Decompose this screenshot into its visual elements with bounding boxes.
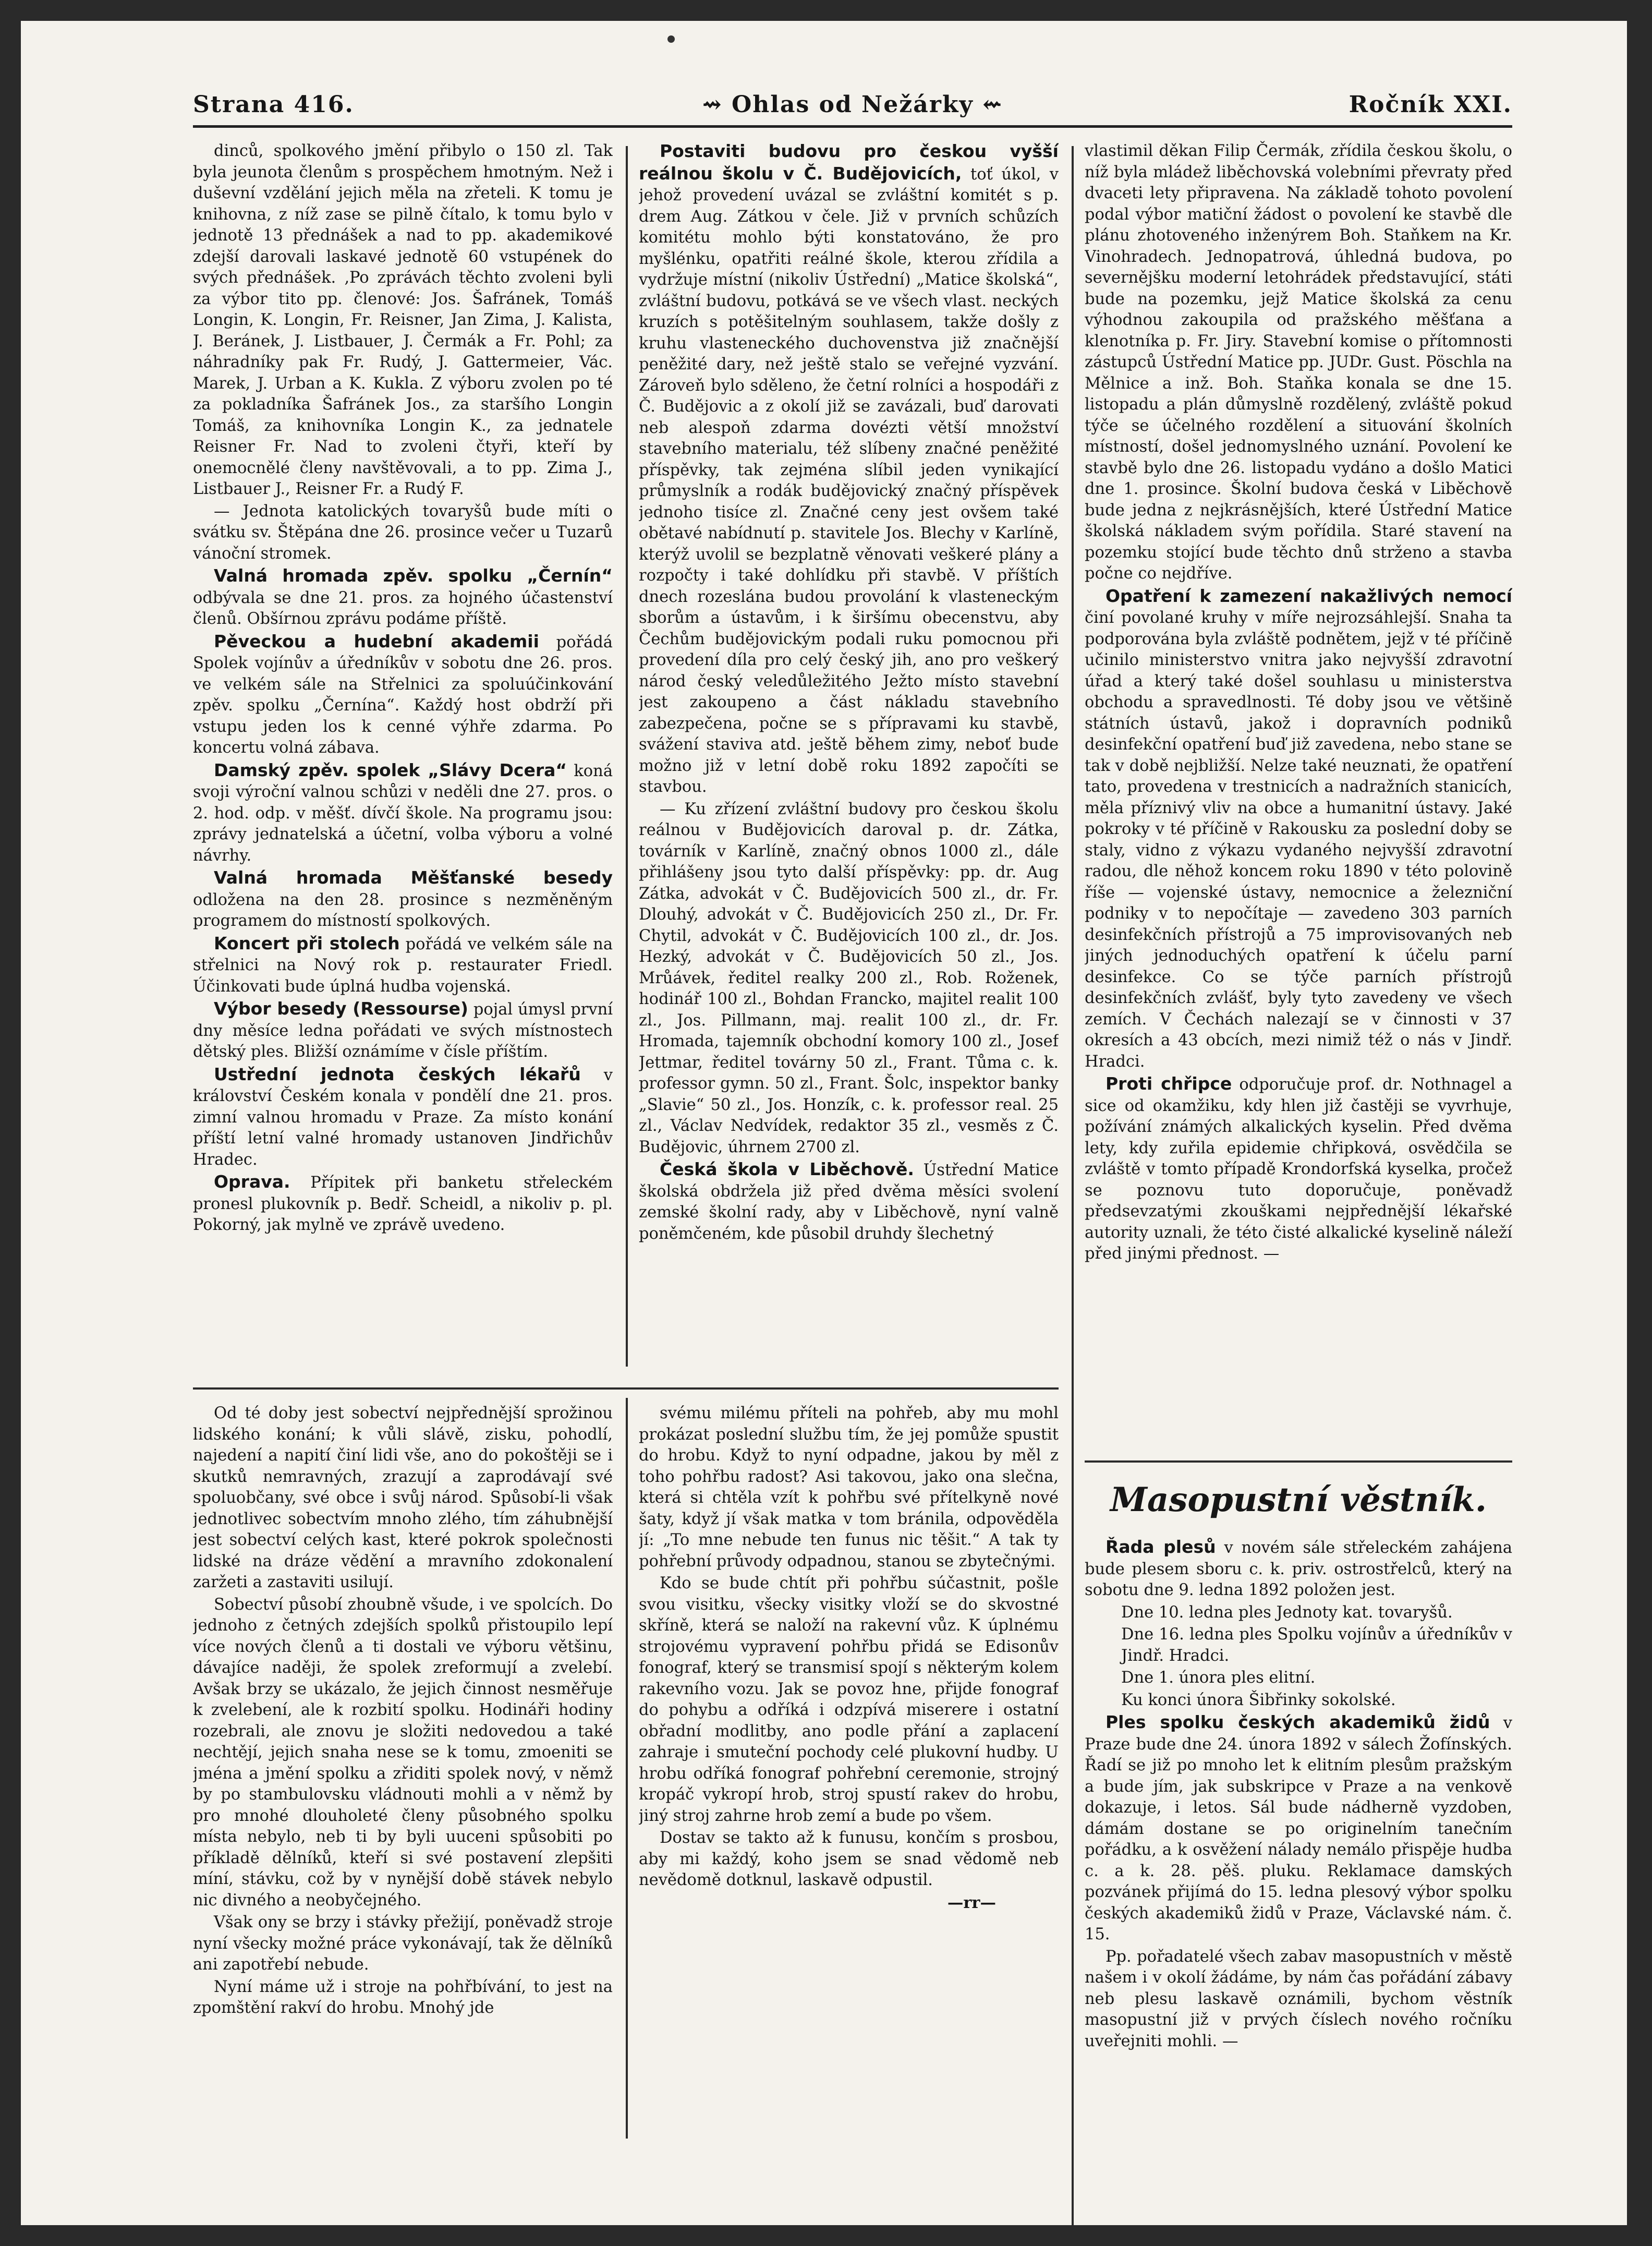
article-text: — Ku zřízení zvláštní budovy pro českou školu reálnou v Budějovicích daroval p. dr. Zátka, továrník v Karlíně, značný obnos 1000 zl., dále přihlášeny jsou tyto další příspěvky: pp. dr. Aug Zátka, advokát v Č. Budějovicích 500 zl., dr. Fr. Dlouhý, advokát v Č. Budějovicích 250 zl., Dr. Fr. Chytil, advokát v Č. Budějovicích 100 zl., dr. Jos. Hezký, advokát v Č. Budějovicích 50 zl., Jos. Mrůávek, ředitel realky 200 zl., Rob. Roženek, hodinář 100 zl., Bohdan Francko, majitel realit 100 zl., Jos. Pillmann, maj. realit 100 zl., dr. Fr. Hromada, tajemník obchodní komory 100 zl., Josef Jettmar, ředitel továrny 50 zl., Frant. Tůma c. k. professor gymn. 50 zl., Frant. Šolc, inspektor banky „Slavie“ 50 zl., Jos. Honzík, c. k. professor real. 25 zl., Václav Nedvídek, redaktor 35 zl., vesměs z Č. Budějovic, úhrnem 2700 zl. — [639, 800, 1059, 1156]
column-1-top — [193, 141, 613, 1367]
article-text: Dne 1. února ples elitní. — [1121, 1669, 1316, 1687]
article-paragraph — [1085, 1537, 1512, 1601]
masthead-title: ⇝ Ohlas od Nežárky ⇜ — [702, 91, 1003, 118]
article-headline: Valná hromada zpěv. spolku „Černín“ — [214, 565, 613, 586]
article-paragraph — [1085, 1712, 1512, 1946]
article-headline: Ustřední jednota českých lékařů — [214, 1064, 581, 1084]
article-headline: Postaviti budovu pro českou vyšší reálnou školu v Č. Budějovicích, — [639, 141, 1059, 184]
article-text: Dne 10. ledna ples Jednoty kat. tovaryšů. — [1121, 1603, 1453, 1622]
paragraph: Od té doby jest sobectví nejpřednější sprožinou lidského konání; k vůli slávě, zisku, pohodlí, najedení a napití činí lidi vše, ano do pokoštěji se i skutků nemravných, zrazují a zaprodávají své spoluobčany, své obce i svůj národ. Spůsobí-li však jednotlivec sobectvím mnoho zlého, tím záhubnější jest sobectví celých kast, které pokrok společnosti lidské na dráze vědění a mravního zdokonalení zaržeti a zastaviti usilují. — [193, 1404, 613, 1591]
article-text: pořádá Spolek vojínův a úředníkův v sobotu dne 26. pros. ve velkém sále na Střelnici za spoluúčinkování zpěv. spolku „Černína“. Každý host obdrží při vstupu jeden los k cenné výhře zdarma. Po koncertu volná zábava. — [193, 633, 613, 757]
section-rule — [193, 1387, 1059, 1390]
article-text: Ústřední Matice školská obdržela již před dvěma měsíci svolení zemské školní rady, aby v Liběchově, nyní valně poněmčeném, kde působil druhdy šlechetný — [639, 1161, 1059, 1243]
article-paragraph — [193, 1172, 613, 1236]
article-paragraph — [193, 501, 613, 565]
column-1-bottom — [193, 1403, 613, 2139]
article-headline: Česká škola v Liběchově. — [660, 1159, 914, 1179]
article-headline: Výbor besedy (Ressourse) — [214, 998, 468, 1019]
article-text: Pp. pořadatelé všech zabav masopustních v městě našem i v okolí žádáme, by nám čas pořádání zábavy neb plesu laskavě oznámili, bychom věstník masopustní již v prvých číslech nového ročníku uveřejniti mohli. — — [1085, 1947, 1512, 2050]
article-paragraph — [1085, 1668, 1512, 1689]
article-text: toť úkol, v jehož provedení uvázal se zvláštní komitét s p. drem Aug. Zátkou v čele. Již v prvních schůzích komitétu mohlo býti konstatováno, že pro myšlénku, opatřiti reálné škole, kterou zřídila a vydržuje místní (nikoliv Ústřední) „Matice školská“, zvláštní budovu, potkává se ve všech vlast. neckých kruzích s potěšitelným souhlasem, takže došly z kruhu vlasteneckého duchovenstva již značnější peněžité dary, než ještě stalo se veřejné vyzvání. Zároveň bylo sděleno, že četní rolníci a hospodáři z Č. Budějovic a z okolí již se zavázali, buď darovati neb alespoň zdarma dovézti větší množství stavebního materialu, též slíbeny značné peněžité příspěvky, tak zejména slíbil jeden vynikající průmyslník a rodák budějovický značný příspěvek jednoho tisíce zl. Značné ceny jest ovšem také obětavé nabídnutí p. stavitele Jos. Blechy v Karlíně, kterýž uvolil se bezplatně věnovati veškeré plány a rozpočty i také dohlídku při stavbě. V příštích dnech rozeslána budou provolání k vlasteneckým sborům a ústavům, i k širšímu obecenstvu, aby Čechům budějovickým podali ruku pomocnou při provedení díla pro celý český jih, ano pro veškerý národ český veledůležitého Ježto místo stavební jest zakoupeno a část nákladu stavebního zabezpečena, počne se s přípravami ku stavbě, svážení staviva atd. ještě během zimy, neboť bude možno již v letní době roku 1892 započíti se stavbou. — [639, 165, 1059, 796]
page-number: Strana 416. — [193, 91, 354, 118]
article-paragraph — [193, 631, 613, 759]
article-paragraph — [193, 933, 613, 998]
article-headline: Ples spolku českých akademiků židů — [1106, 1712, 1490, 1732]
article-paragraph — [193, 867, 613, 932]
article-paragraph — [1085, 586, 1512, 1073]
article-paragraph — [1085, 1073, 1512, 1265]
column-2-bottom — [639, 1403, 1059, 2139]
carnival-bulletin — [1085, 1476, 1512, 2154]
article-paragraph — [639, 1159, 1059, 1245]
article-paragraph — [1085, 1947, 1512, 2052]
article-headline: Opatření k zamezení nakažlivých nemocí — [1106, 585, 1512, 606]
article-paragraph — [193, 565, 613, 630]
column-rule — [626, 146, 628, 1367]
article-text: činí povolané kruhy v míře nejrozsáhlejší. Snaha ta podporována byla zvláště podnětem, jejž v té příčině učinilo ministerstvo vnitra jako nejvyšší zdravotní úřad a který také došel souhlasu u ministerstva obchodu a spravedlnosti. Té doby jsou ve většině státních ústavů, jakož i dopravních podniků desinfekční opatření buď již zavedena, nebo stane se tak v době nejbližší. Nelze také neuznati, že opatření tato, provedena v trestnicích a nadražních stanicích, měla příznivý vliv na obce a humanitní ústavy. Jaké pokroky v té příčině v Rakousku za poslední doby se staly, vidno z výkazu vydaného nejvyšší zdravotní radou, dle něhož koncem roku 1890 v této polovině říše — vojenské ústavy, nemocnice a železniční podniky v to nepočítaje — zavedeno 303 parních desinfekčních přístrojů a 75 improvisovaných neb jiných jednoduchých opatření k účelu parní desinfekce. Co se týče parních přístrojů desinfekčních zvlášť, byly tyto zavedeny ve všech zemích. V Čechách nalezají se v činnosti v 37 okresích a 43 obcích, mezi nimiž též o nás v Jindř. Hradci. — [1085, 609, 1512, 1071]
column-rule — [1072, 146, 1074, 2225]
article-paragraph — [193, 1064, 613, 1171]
column-2-top — [639, 141, 1059, 1367]
article-text: Ku konci února Šibřinky sokolské. — [1121, 1690, 1396, 1709]
article-headline: Damský zpěv. spolek „Slávy Dcera“ — [214, 759, 567, 780]
article-paragraph — [639, 799, 1059, 1158]
article-paragraph — [639, 141, 1059, 798]
column-rule — [626, 1398, 628, 2139]
paragraph: Sobectví působí zhoubně všude, i ve spolcích. Do jednoho z četných zdejších spolků přistoupilo lepí více nových členů a ti dostali ve výboru většinu, dávajíce naději, že spolek zreformují a zvelebí. Avšak brzy se ukázalo, že jejich činnost nesměřuje k zvelebení, ale k rozbití spolku. Hodináři hodiny rozebrali, ale znovu je složiti nedovedou a také nechtějí, jejich snaha nese se k tomu, zmoeniti se jména a jmění spolku a zřiditi spolek nový, v němž by po stambulovsku vládnouti mohli a v němž by pro mnohé dlouholeté členy působného spolku místa nebylo, neb ti by byli uuceni spůsobiti po příkladě dělníků, kteří si své postavení zlepšiti míní, stávku, což by v nynější době stávek nebylo nic divného a neobyčejného. — [193, 1595, 613, 1910]
article-headline: Oprava. — [214, 1172, 290, 1192]
article-text: pořádá ve velkém sále na střelnici na Nový rok p. restaurater Friedl. Účinkovati bude úplná hudba vojenská. — [193, 935, 613, 996]
newspaper-page — [21, 21, 1627, 2225]
article-text: vlastimil děkan Filip Čermák, zřídila českou školu, o níž byla mládež liběchovská volebními převraty před dvaceti lety připravena. Na základě tohoto povolení podal výbor matiční žádost o povolení ke stavbě dle plánu zhotoveného inženýrem Boh. Staňkem na Kr. Vinohradech. Jednopatrová, úhledná budova, po severnějšku moderní letohrádek představující, státi bude na pozemku, jejž Matice školská za cenu výhodnou zakoupila od pražského měšťana a klenotníka p. Fr. Jiry. Stavební komise o přítomnosti zástupců Ústřední Matice pp. JUDr. Gust. Pöschla na Mělnice a inž. Boh. Staňka konala se dne 15. listopadu a plán důmyslně rozdělený, zvláště pokud týče se účelného rozdělení a situování školních místností, došel jednomyslného uznání. Povolení ke stavbě bylo dne 26. listopadu vydáno a došlo Matici dne 1. prosince. Školní budova česká v Liběchově bude jedna z nejkrásnějších, které Ústřední Matice školská nákladem svým pořídila. Staré stavení na pozemku stojící bude těchto dnů strženo a stavba počne co nejdříve. — [1085, 142, 1512, 583]
article-paragraph — [1085, 1690, 1512, 1711]
article-text: odbývala se dne 21. pros. za hojného účastenství členů. Obšírnou zprávu podáme příště. — [193, 588, 613, 628]
ink-speck — [667, 35, 675, 43]
paragraph: Nyní máme už i stroje na pohřbívání, to jest na zpomštění rakví do hrobu. Mnohý jde — [193, 1977, 613, 2017]
article-headline: Koncert při stolech — [214, 933, 400, 953]
column-3-top — [1085, 141, 1512, 1455]
article-text: odporučuje prof. dr. Nothnagel a sice od okamžiku, kdy hlen již častěji se vyvrhuje, požívání známých alkalických kyselin. Před dvěma lety, kdy zuřila epidemie chřipková, osvědčila se zvláště v tomto případě Krondorfská kyselka, pročež se poznovu tuto doporučuje, poněvadž předsevzatými zkouškami nejpřednější lékařské autority uznali, že této čisté alkalické kyselině náleží před jinými přednost. — — [1085, 1076, 1512, 1263]
article-paragraph — [193, 998, 613, 1063]
article-headline: Pěveckou a hudební akademii — [214, 631, 539, 651]
article-text: v Praze bude dne 24. února 1892 v sálech Žofínských. Řadí se již po mnoho let k elitním plesům pražským a bude jím, jak subskripce v Praze a na venkově dokazuje, i letos. Sál bude nádherně vyzdoben, dámám dostane se po originelním tanečním pořádku, a k osvěžení nálady nemálo přispěje hudba c. a k. 28. pěš. pluku. Reklamace damských pozvánek přijímá do 15. ledna plesový výbor spolku českých akademiků židů v Praze, Václavské nám. č. 15. — [1085, 1714, 1512, 1943]
article-headline: Proti chřipce — [1106, 1073, 1232, 1094]
article-paragraph — [1085, 141, 1512, 585]
article-paragraph — [193, 141, 613, 500]
article-text: odložena na den 28. prosince s nezměněným programem do místností spolkových. — [193, 890, 613, 930]
article-text: koná svoji výroční valnou schůzi v neděli dne 27. pros. o 2. hod. odp. v měšť. dívčí škole. Na programu jsou: zprávy jednatelská a účetní, volba výboru a volné návrhy. — [193, 762, 613, 865]
author-signature: —rr— — [947, 1893, 996, 1912]
page-header — [193, 83, 1512, 128]
paragraph: Však ony se brzy i stávky přežijí, poněvadž stroje nyní všecky možné práce vykonávají, tak že dělníků ani zapotřebí nebude. — [193, 1913, 613, 1974]
article-text: v novém sále střeleckém zahájena bude plesem sboru c. k. priv. ostrostřelců, který na sobotu dne 9. ledna 1892 položen jest. — [1085, 1539, 1512, 1599]
article-text: — Jednota katolických tovaryšů bude míti o svátku sv. Štěpána dne 26. prosince večer u Tuzarů vánoční stromek. — [193, 502, 613, 563]
article-paragraph — [1085, 1624, 1512, 1667]
article-headline: Valná hromada Měšťanské besedy — [214, 867, 613, 888]
article-text: pojal úmysl první dny měsíce ledna pořádati ve svých místnostech dětský ples. Bližší oznámíme v čísle příštím. — [193, 1000, 613, 1061]
paragraph: svému milému příteli na pohřeb, aby mu mohl prokázat poslední službu tím, že jej pomůže spustit do hrobu. Když to nyní odpadne, jakou by měl z toho pohřbu radost? Asi takovou, jako ona slečna, která si chtěla vzít k pohřbu své přítelkyně nové šaty, když jí však matka v tom bránila, odpověděla jí: „To mne nebude ten funus nic těšit.“ A tak ty pohřební průvody odpadnou, stanou se zbytečnými. — [639, 1404, 1059, 1571]
section-rule — [1085, 1460, 1512, 1463]
article-text: Přípitek při banketu střeleckém pronesl plukovník p. Bedř. Scheidl, a nikoliv p. pl. Pokorný, jak mylně ve zprávě uvedeno. — [193, 1174, 613, 1234]
carnival-bulletin-title: Masopustní věstník. — [1110, 1480, 1487, 1519]
article-text: v království Českém konala v pondělí dne 21. pros. zimní valnou hromadu v Praze. Za místo konání příští letní valné hromady ustanoven Jindřichův Hradec. — [193, 1066, 613, 1169]
paragraph: Kdo se bude chtít při pohřbu súčastnit, pošle svou visitku, všecky visitky vloží se do skvostné skříně, která se naloží na rakevní vůz. K úplnému strojovému vypravení pohřbu přidá se Edisonův fonograf, který se transmisí spojí s některým kolem rakevního vozu. Jak se povoz hne, přijde fonograf do pohybu a odříká i odzpívá miserere i ostatní obřadní modlitby, ano podle přání a zaplacení zahraje i smuteční pochody celé plukovní hudby. U hrobu odříká fonograf pohřební ceremonie, strojný kropáč vykropí hrob, stroj spustí rakev do hrobu, jiný stroj zahrne hrob zemí a bude po všem. — [639, 1574, 1059, 1825]
article-paragraph — [1085, 1602, 1512, 1624]
volume-number: Ročník XXI. — [1349, 91, 1512, 118]
article-headline: Řada plesů — [1106, 1537, 1216, 1557]
article-text: Dne 16. ledna ples Spolku vojínův a úředníkův v Jindř. Hradci. — [1121, 1625, 1512, 1665]
article-paragraph — [193, 760, 613, 867]
article-text: dinců, spolkového jmění přibylo o 150 zl. Tak byla jeunota členům s prospěchem hmotným. Než i duševní vzdělání jejich měla na zřeteli. K tomu je knihovna, z níž zase se pilně čítalo, k tomu bylo v jednotě 13 přednášek a nad to pp. akademikové zdejší darovali laskavé jednotě 60 vstupének do svých přednášek. ‚Po zprávách těchto zvoleni byli za výbor tito pp. členové: Jos. Šafránek, Tomáš Longin, K. Longin, Fr. Reisner, Jan Zima, J. Kalista, J. Beránek, J. Listbauer, J. Čermák a Fr. Pohl; za náhradníky pak Fr. Rudý, J. Gattermeier, Vác. Marek, J. Urban a K. Kukla. Z výboru zvolen po té za pokladníka Šafránek Jos., za staršího Longin Tomáš, za knihovníka Longin K., za jednatele Reisner Fr. Nad to zvoleni čtyři, kteří by onemocnělé členy navštěvovali, a to pp. Zima J., Listbauer J., Reisner Fr. a Rudý F. — [193, 142, 613, 498]
paragraph: Dostav se takto až k funusu, končím s prosbou, aby mi každý, koho jsem se snad vědomě neb nevědomě dotknul, laskavě odpustil. — [639, 1829, 1059, 1889]
